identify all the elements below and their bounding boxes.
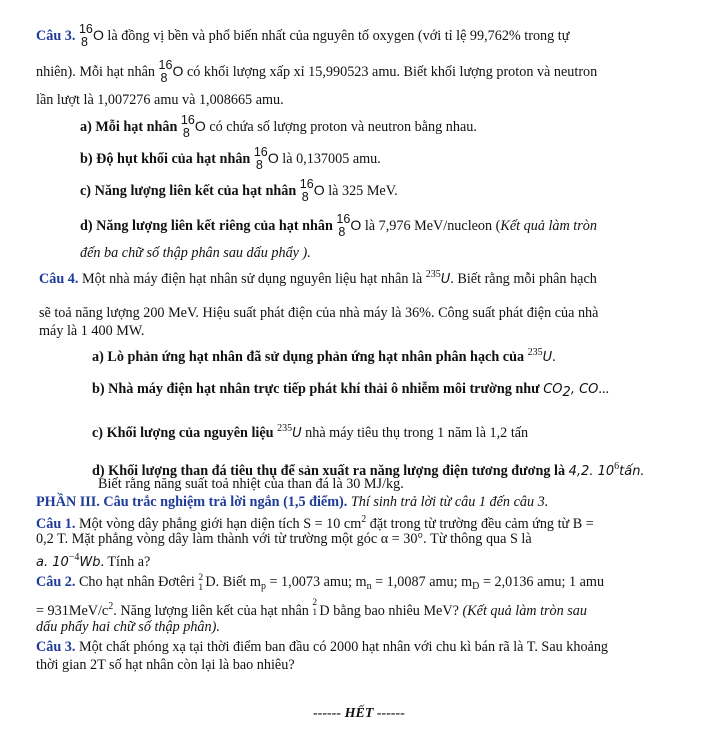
p3-line1: Câu 3. Một chất phóng xạ tại thời điểm ban đầu có 2000 hạt nhân với chu kì bán rã là T. Sau khoảng <box>36 639 609 655</box>
q3-statement-c: c) Năng lượng liên kết của hạt nhân 16 8 O là 325 MeV. <box>80 177 398 204</box>
q4-statement-d-line2: Biết rằng năng suất toả nhiệt của than đá là 30 MJ/kg. <box>98 476 404 492</box>
p1-label: Câu 1. <box>36 516 76 532</box>
q4-line1: Câu 4. Một nhà máy điện hạt nhân sử dụng nguyên liệu hạt nhân là $^{235}$U. Biết rằng mỗi phân hạch <box>39 269 597 287</box>
p1-line1: Câu 1. Một vòng dây phẳng giới hạn diện tích S = 10 $cm^2$ đặt trong từ trường đều cảm ứng từ B = <box>36 514 594 532</box>
p2-line1: Câu 2. Cho hạt nhân Đơtêri 2 1 D. Biết $m_p = 1,0073$ amu; $m_n = 1,0087$ amu; $m_D = 2,0136$ amu; 1 amu <box>36 573 605 593</box>
p1-line2: 0,2 T. Mặt phẳng vòng dây làm thành với từ trường một góc α = 30°. Từ thông qua S là <box>36 531 532 547</box>
q4-statement-a: a) Lò phản ứng hạt nhân đã sử dụng phản ứng hạt nhân phân hạch của $^{235}$U. <box>92 347 556 365</box>
q4-statement-b: b) Nhà máy điện hạt nhân trực tiếp phát khí thải ô nhiễm môi trường như CO2, CO... <box>92 381 610 400</box>
q4-statement-c: c) Khối lượng của nguyên liệu $^{235}$U nhà máy tiêu thụ trong 1 năm là 1,2 tấn <box>92 423 529 441</box>
q3-line1: Câu 3. 16 8 O là đồng vị bền và phổ biến nhất của nguyên tố oxygen (với tỉ lệ 99,762% trong tự <box>36 22 570 49</box>
q3-statement-a: a) Mỗi hạt nhân 16 8 O có chứa số lượng proton và neutron bằng nhau. <box>80 113 477 140</box>
deuterium-isotope: 2 1 <box>312 598 318 618</box>
end-marker: ------ HẾT ------ <box>313 706 405 721</box>
q3-statement-d-note: đến ba chữ số thập phân sau dấu phẩy ). <box>80 245 311 261</box>
q4-line2: sẽ toả năng lượng 200 MeV. Hiệu suất phát điện của nhà máy là 36%. Công suất phát điện của nhà <box>39 305 599 321</box>
q3-line3: lần lượt là 1,007276 amu và 1,008665 amu. <box>36 92 284 108</box>
q3-statement-d: d) Năng lượng liên kết riêng của hạt nhân 16 8 O là 7,976 MeV/nucleon (Kết quả làm tròn <box>80 212 597 239</box>
o16-isotope: 16 8 <box>299 177 314 204</box>
q3-label: Câu 3. <box>36 28 76 44</box>
q3-statement-b: b) Độ hụt khối của hạt nhân 16 8 O là 0,137005 amu. <box>80 145 381 172</box>
q4-label: Câu 4. <box>39 271 79 287</box>
p2-label: Câu 2. <box>36 574 76 590</box>
o16-isotope: 16 8 <box>78 22 93 49</box>
q3-line2: nhiên). Mỗi hạt nhân 16 8 O có khối lượng xấp xỉ 15,990523 amu. Biết khối lượng proton và neutron <box>36 58 598 85</box>
deuterium-isotope: 2 1 <box>198 573 204 593</box>
q4-line3: máy là 1 400 MW. <box>39 323 145 339</box>
o16-isotope: 16 8 <box>158 58 173 85</box>
o16-isotope: 16 8 <box>336 212 351 239</box>
p3-label: Câu 3. <box>36 639 76 655</box>
p2-line2: = $931MeV/c^2$. Năng lượng liên kết của hạt nhân 2 1 D bằng bao nhiêu MeV? (Kết quả làm tròn sau <box>36 598 587 619</box>
q4-statement-d: d) Khối lượng than đá tiêu thụ để sản xuất ra năng lượng điện tương đương là 4,2. $10^6tấn$. <box>92 461 645 479</box>
part3-heading: PHẦN III. Câu trắc nghiệm trả lời ngắn (1,5 điểm). Thí sinh trả lời từ câu 1 đến câu 3. <box>36 494 549 510</box>
p2-line3: dấu phẩy hai chữ số thập phân). <box>36 619 220 635</box>
o16-isotope: 16 8 <box>253 145 268 172</box>
p1-line3: a. $10^{-4}Wb$. Tính a? <box>36 552 151 570</box>
o16-isotope: 16 8 <box>180 113 195 140</box>
p3-line2: thời gian 2T số hạt nhân còn lại là bao nhiêu? <box>36 657 295 673</box>
